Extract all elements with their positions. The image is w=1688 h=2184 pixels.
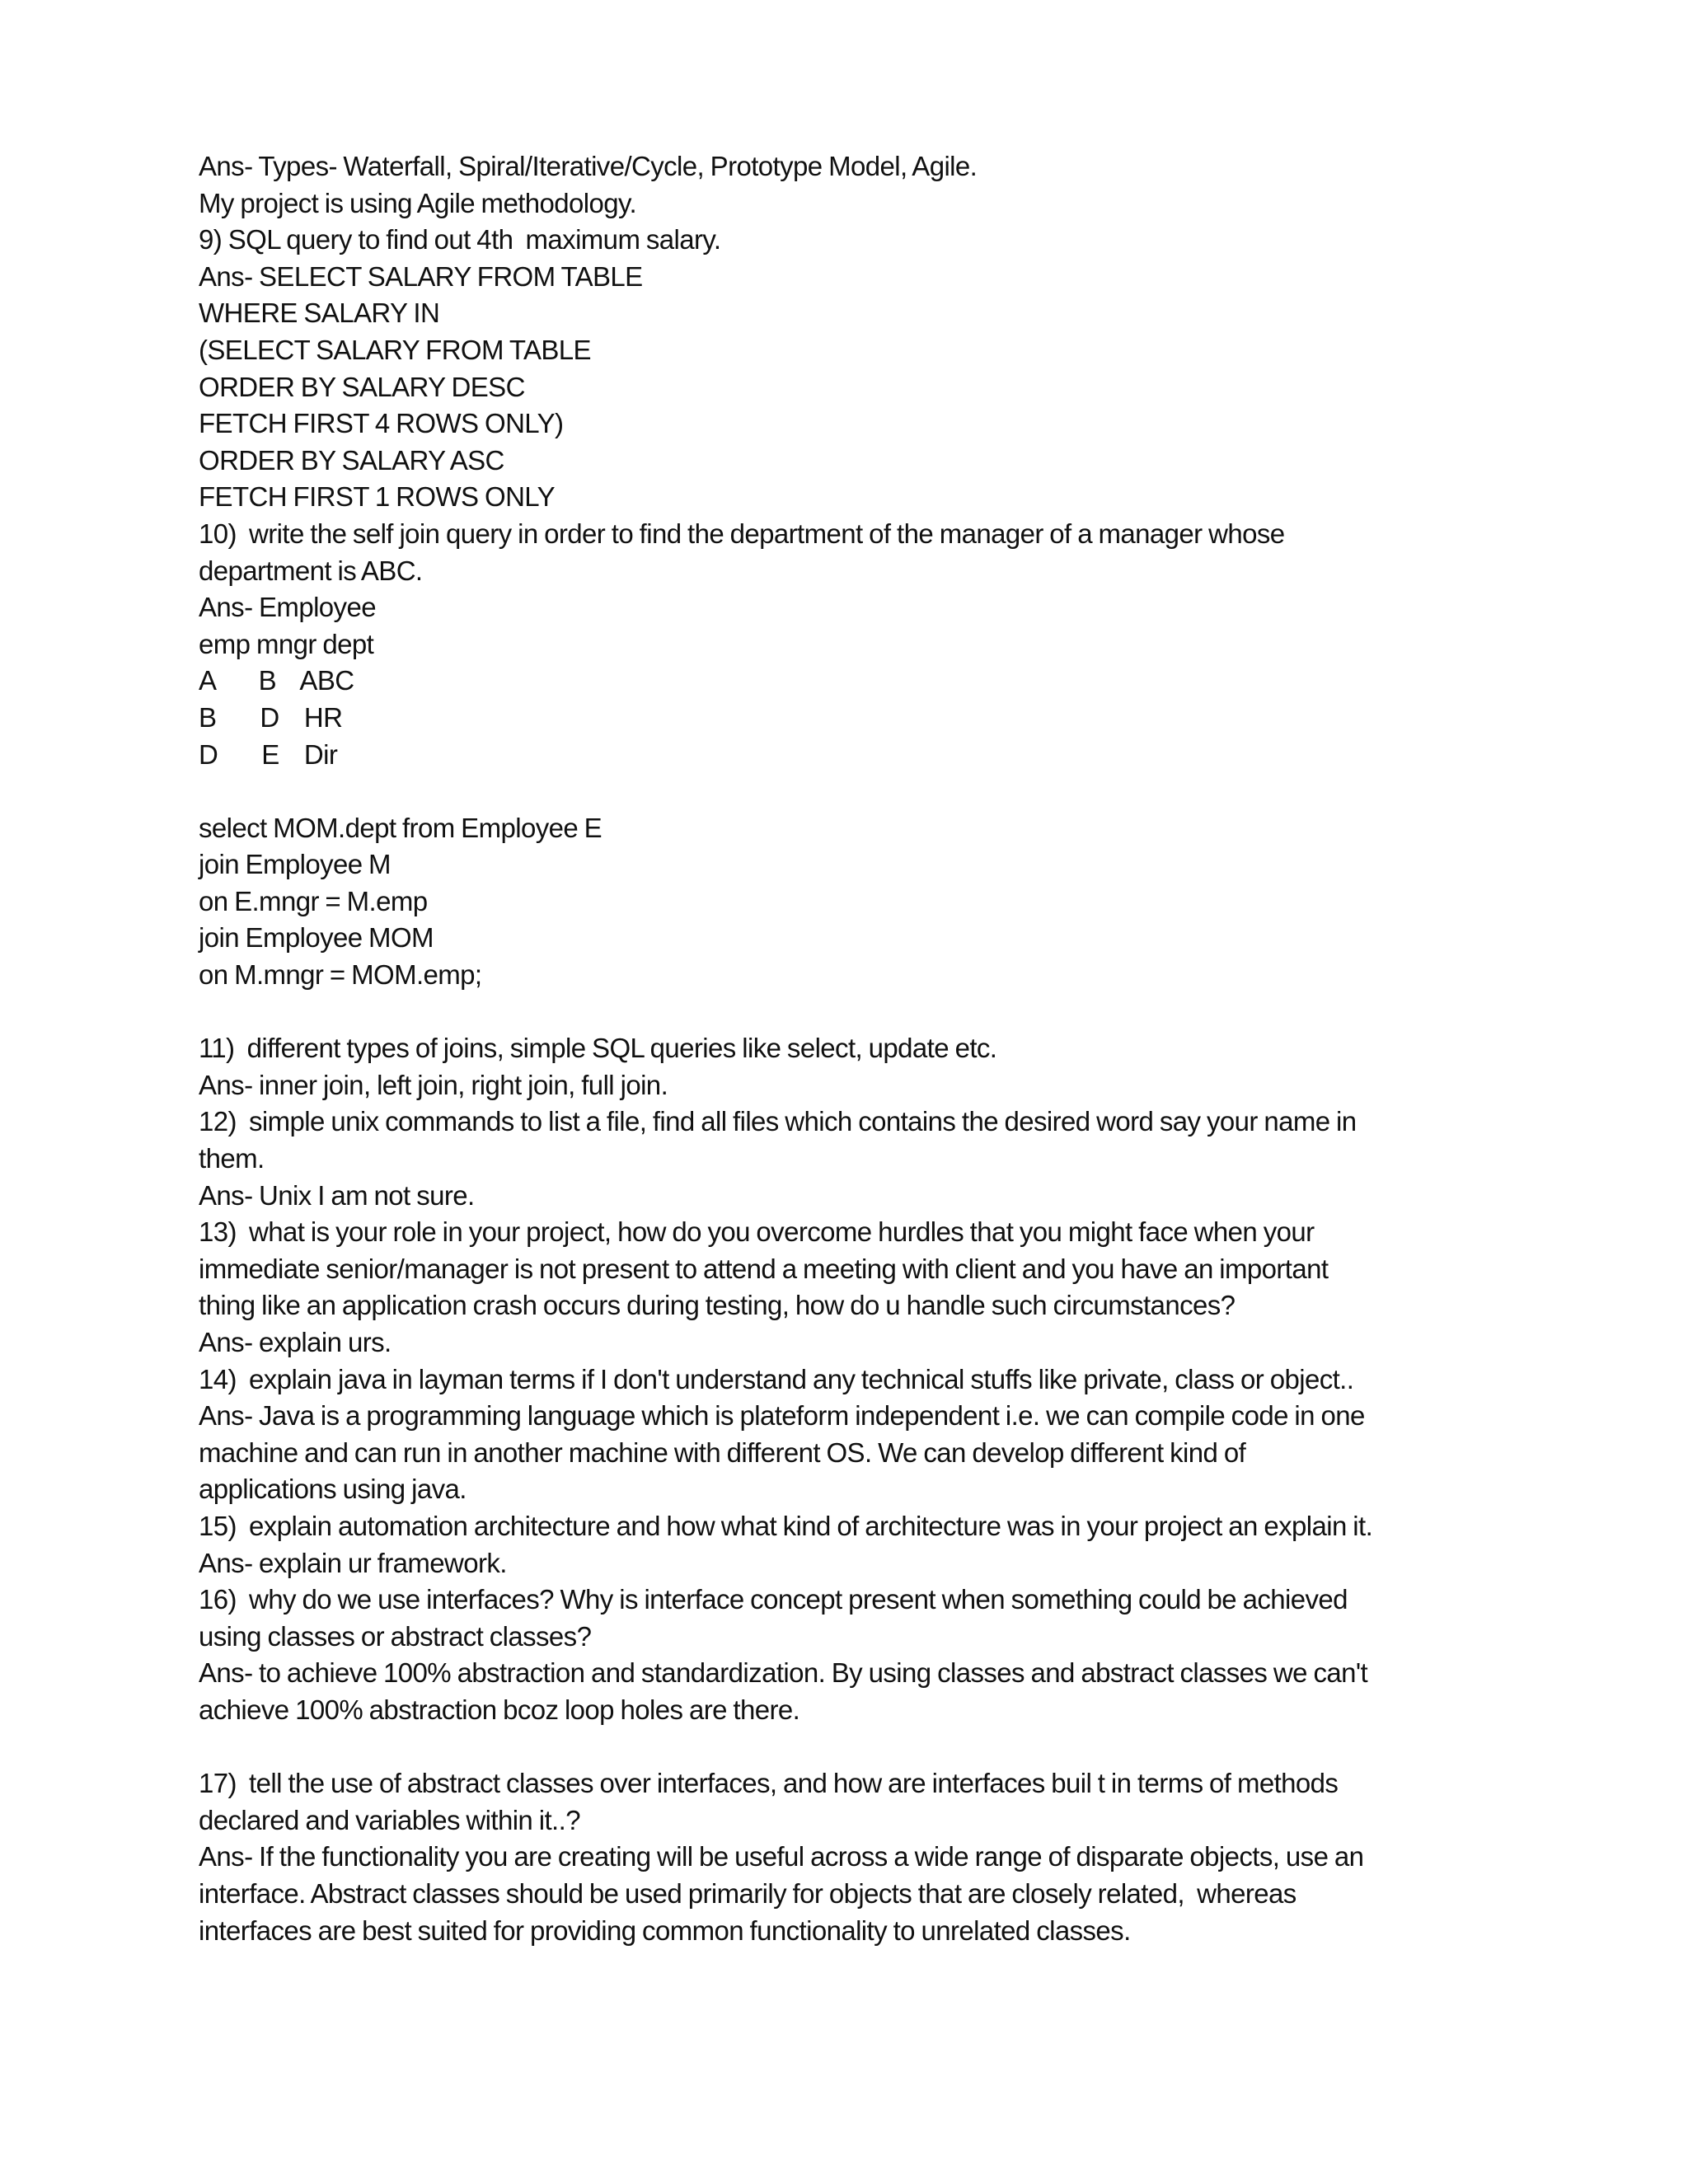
sql-line: WHERE SALARY IN: [199, 298, 440, 329]
text-line: machine and can run in another machine with different OS. We can develop different kind of: [199, 1436, 1246, 1468]
text-line: immediate senior/manager is not present to attend a meeting with client and you have an important: [199, 1253, 1329, 1284]
answer-line: Ans- Unix I am not sure.: [199, 1179, 475, 1211]
question-line: 10) write the self join query in order to find the department of the manager of a manager whose: [199, 518, 1285, 549]
table-row-line: D E Dir: [199, 738, 338, 770]
sql-line: FETCH FIRST 1 ROWS ONLY: [199, 481, 556, 513]
question-line: 15) explain automation architecture and how what kind of architecture was in your project an explain it.: [199, 1510, 1373, 1541]
text-line: interface. Abstract classes should be used primarily for objects that are closely related, whereas: [199, 1877, 1296, 1909]
text-line: Ans- Types- Waterfall, Spiral/Iterative/Cycle, Prototype Model, Agile.: [199, 151, 978, 181]
table-row-line: B D HR: [199, 701, 343, 733]
question-line: 11) different types of joins, simple SQL queries like select, update etc.: [199, 1033, 997, 1064]
answer-line: Ans- explain ur framework.: [199, 1547, 507, 1578]
sql-line: ORDER BY SALARY ASC: [199, 444, 504, 476]
sql-line: join Employee M: [199, 849, 391, 880]
text-line: thing like an application crash occurs during testing, how do u handle such circumstances?: [199, 1290, 1236, 1321]
question-line: 9) SQL query to find out 4th maximum salary.: [199, 224, 721, 255]
text-line: applications using java.: [199, 1474, 467, 1505]
text-line: achieve 100% abstraction bcoz loop holes are there.: [199, 1694, 800, 1725]
sql-line: on E.mngr = M.emp: [199, 885, 428, 916]
sql-line: join Employee MOM: [199, 922, 434, 954]
question-line: 14) explain java in layman terms if I don't understand any technical stuffs like private, class or object..: [199, 1363, 1354, 1394]
text-line: interfaces are best suited for providing common functionality to unrelated classes.: [199, 1915, 1131, 1946]
question-line: 17) tell the use of abstract classes over interfaces, and how are interfaces buil t in terms of methods: [199, 1768, 1339, 1799]
answer-line: Ans- explain urs.: [199, 1327, 392, 1357]
answer-line: Ans- to achieve 100% abstraction and standardization. By using classes and abstract classes we can't: [199, 1657, 1368, 1689]
sql-line: (SELECT SALARY FROM TABLE: [199, 334, 591, 365]
answer-line: Ans- inner join, left join, right join, full join.: [199, 1069, 668, 1100]
sql-line: on M.mngr = MOM.emp;: [199, 959, 482, 991]
sql-line: ORDER BY SALARY DESC: [199, 371, 525, 402]
text-line: My project is using Agile methodology.: [199, 187, 637, 218]
sql-line: Ans- SELECT SALARY FROM TABLE: [199, 260, 643, 292]
blank-line: [199, 1729, 1550, 1766]
text-line: using classes or abstract classes?: [199, 1620, 592, 1652]
text-line: Ans- Employee: [199, 592, 376, 623]
question-line: 16) why do we use interfaces? Why is interface concept present when something could be achieved: [199, 1584, 1348, 1615]
table-row-line: A B ABC: [199, 665, 354, 696]
table-header-line: emp mngr dept: [199, 628, 374, 659]
blank-line: [199, 773, 1550, 810]
document-body: [199, 148, 1550, 1949]
text-line: them.: [199, 1143, 265, 1174]
sql-line: FETCH FIRST 4 ROWS ONLY): [199, 408, 564, 439]
sql-line: select MOM.dept from Employee E: [199, 812, 603, 843]
answer-line: Ans- If the functionality you are creating will be useful across a wide range of disparate objects, use an: [199, 1841, 1364, 1872]
question-line: 13) what is your role in your project, how do you overcome hurdles that you might face when your: [199, 1216, 1315, 1248]
text-line: department is ABC.: [199, 555, 423, 586]
question-line: 12) simple unix commands to list a file, find all files which contains the desired word say your name in: [199, 1106, 1357, 1137]
text-line: declared and variables within it..?: [199, 1804, 580, 1835]
answer-line: Ans- Java is a programming language which is plateform independent i.e. we can compile code in one: [199, 1400, 1365, 1432]
blank-line: [199, 994, 1550, 1031]
